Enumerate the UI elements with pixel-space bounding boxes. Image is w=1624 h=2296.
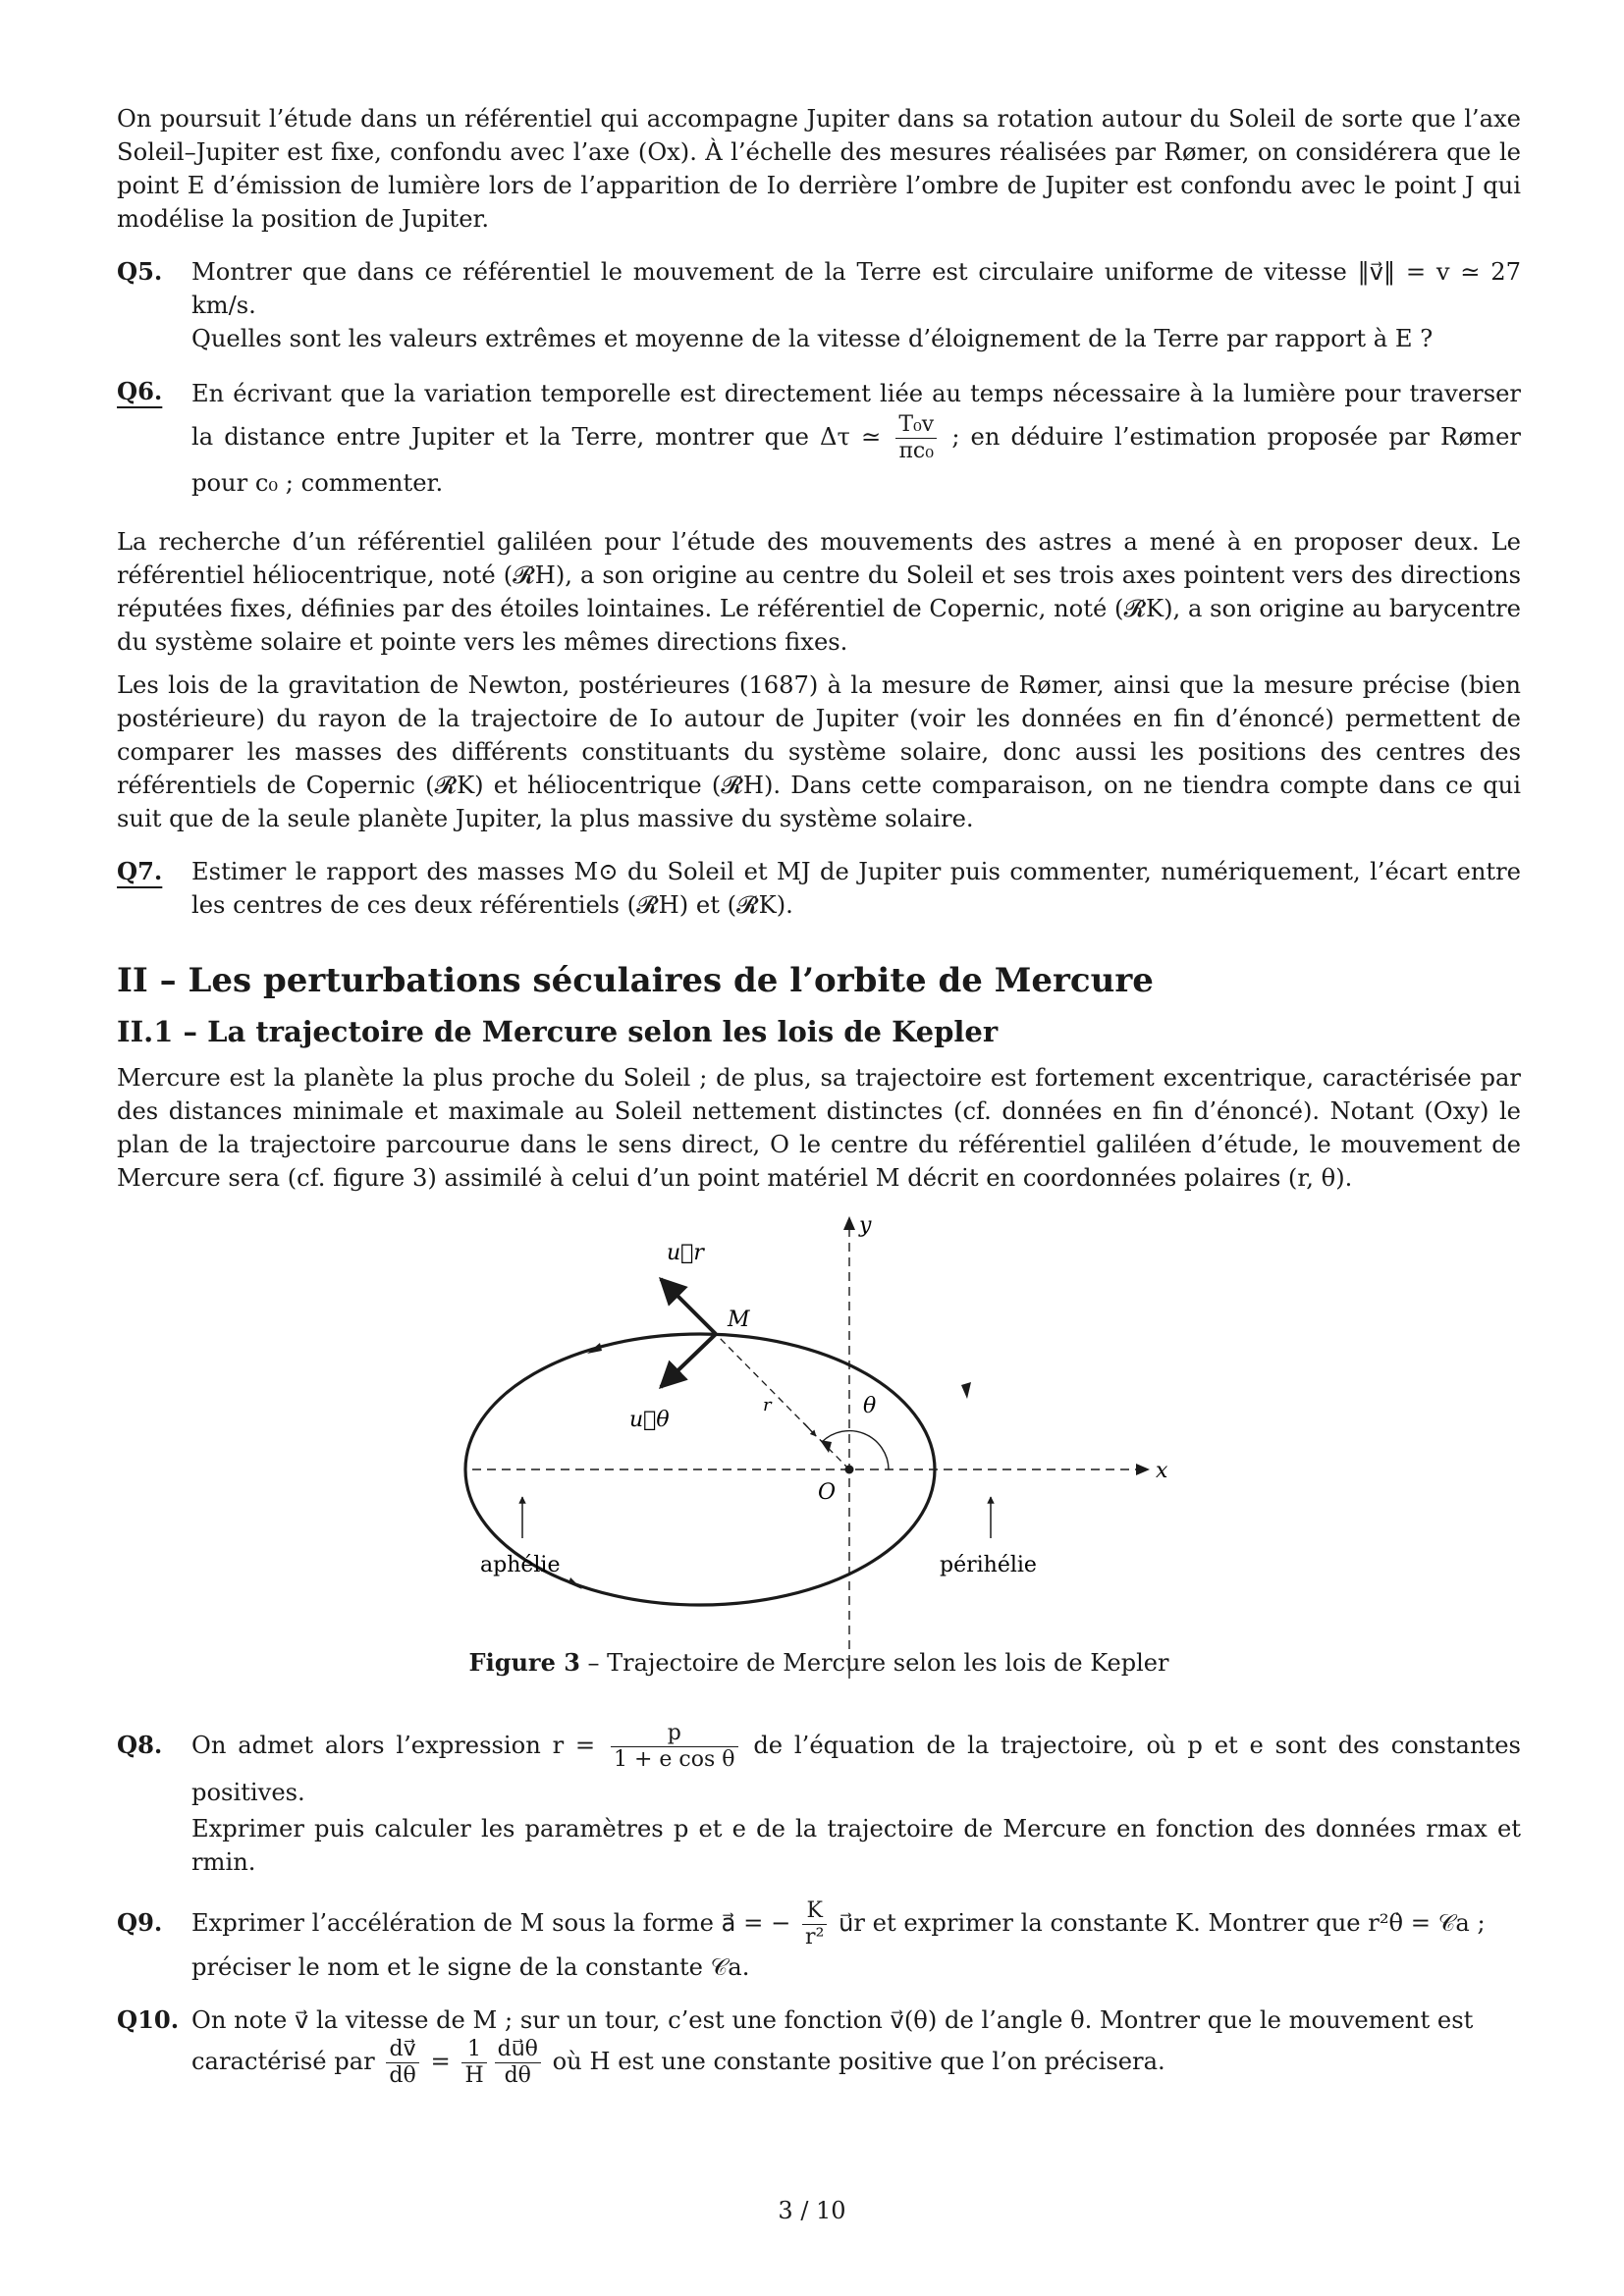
paragraph-newton: Les lois de la gravitation de Newton, postérieures (1687) à la mesure de Rømer, ainsi que la mesure précise (bien postérieure) du rayon de la trajectoire de Io autour de Jupiter (voir les données en fin d’énoncé) permettent de comparer les masses des différents constituants du système solaire, donc aussi les positions des centres des référentiels de Copernic (𝓡K) et héliocentrique (𝓡H). Dans cette comparaison, on ne tiendra compte dans ce qui suit que de la seule planète Jupiter, la plus massive du système solaire. xyxy=(117,671,1521,832)
question-text: En écrivant que la variation temporelle est directement liée au temps nécessaire à la lumière pour traverser la distance entre Jupiter et la Terre, montrer que Δτ ≃ xyxy=(191,380,1521,451)
intro-paragraph: On poursuit l’étude dans un référentiel qui accompagne Jupiter dans sa rotation autour du Soleil de sorte que l’axe Soleil–Jupiter est fixe, confondu avec l’axe (Ox). À l’échelle des mesures réalisées par Rømer, on considérera que le point E d’émission de lumière lors de l’apparition de Io derrière l’ombre de Jupiter est confondu avec le point J qui modélise la position de Jupiter. xyxy=(117,105,1521,233)
figure-caption-text: – Trajectoire de Mercure selon les lois de Kepler xyxy=(587,1649,1169,1677)
question-q6 xyxy=(117,375,1521,502)
theta-label: θ xyxy=(863,1394,877,1418)
question-q5 xyxy=(117,255,1521,355)
question-q7 xyxy=(117,855,1521,922)
question-text: de l’équation de la trajectoire, où p et e sont des constantes positives. xyxy=(191,1732,1521,1806)
fraction-numerator: K xyxy=(802,1898,827,1925)
fraction-numerator: 1 xyxy=(461,2037,486,2063)
question-text: On admet alors l’expression r = xyxy=(191,1732,596,1759)
fraction xyxy=(461,2037,486,2089)
fraction-denominator: πc₀ xyxy=(898,439,935,463)
question-label: Q5. xyxy=(117,257,163,286)
question-label: Q9. xyxy=(117,1908,163,1937)
kepler-orbit-diagram xyxy=(117,1202,1521,1689)
question-q10 xyxy=(117,2003,1521,2089)
subsection-title: II.1 – La trajectoire de Mercure selon les lois de Kepler xyxy=(117,1015,999,1048)
question-label: Q7. xyxy=(117,857,163,885)
fraction-denominator: r² xyxy=(805,1925,825,1949)
fraction-denominator: dθ xyxy=(389,2063,416,2088)
y-axis-arrow xyxy=(843,1216,855,1230)
orbit-direction-arrow xyxy=(961,1382,971,1399)
page-content xyxy=(117,102,1521,2089)
orbit-direction-arrow xyxy=(587,1343,602,1354)
fraction xyxy=(386,2037,418,2089)
fraction-numerator: T₀v xyxy=(895,412,937,439)
fraction-denominator: 1 + e cos θ xyxy=(614,1747,735,1772)
question-text: Quelles sont les valeurs extrêmes et moyenne de la vitesse d’éloignement de la Terre par rapport à E ? xyxy=(191,325,1434,352)
utheta-vector xyxy=(661,1334,716,1387)
aphelie-label: aphélie xyxy=(480,1553,561,1577)
origin-point xyxy=(845,1466,854,1474)
page-number: 3 / 10 xyxy=(778,2197,846,2224)
figure-3 xyxy=(117,1202,1521,1689)
point-m-label: M xyxy=(728,1308,750,1332)
question-text: Exprimer puis calculer les paramètres p et e de la trajectoire de Mercure en fonction des données rmax et rmin. xyxy=(191,1815,1521,1876)
question-text: ; en déduire l’estimation proposée par Rømer pour c₀ ; commenter. xyxy=(191,423,1521,497)
figure-caption xyxy=(117,1646,1521,1680)
ur-label: u⃗r xyxy=(667,1241,704,1265)
paragraph-referentiels: La recherche d’un référentiel galiléen pour l’étude des mouvements des astres a mené à en proposer deux. Le référentiel héliocentrique, noté (𝓡H), a son origine au centre du Soleil et ses trois axes pointent vers des directions réputées fixes, définies par des étoiles lointaines. Le référentiel de Copernic, noté (𝓡K), a son origine au barycentre du système solaire et pointe vers les mêmes directions fixes. xyxy=(117,528,1521,656)
fraction-numerator: dv⃗ xyxy=(386,2037,418,2063)
fraction xyxy=(495,2037,541,2089)
fraction-numerator: p xyxy=(611,1721,738,1747)
fraction xyxy=(611,1721,738,1773)
question-text: Montrer que dans ce référentiel le mouvement de la Terre est circulaire uniforme de vitesse ‖v⃗‖ = v ≃ 27 km/s. xyxy=(191,258,1521,319)
question-text: Exprimer l’accélération de M sous la forme a⃗ = − xyxy=(191,1909,791,1937)
y-axis-label: y xyxy=(859,1213,872,1238)
x-axis-label: x xyxy=(1156,1459,1168,1483)
fraction-numerator: du⃗θ xyxy=(495,2037,541,2063)
radius-label: r xyxy=(763,1395,772,1415)
orbit-direction-arrow xyxy=(568,1577,582,1589)
question-label: Q6. xyxy=(117,377,163,405)
ur-vector xyxy=(661,1279,716,1334)
equals-sign: = xyxy=(430,2048,451,2075)
question-text: u⃗r et exprimer la constante K. Montrer que r²θ̇ = 𝒞a ; xyxy=(839,1909,1486,1937)
fraction xyxy=(802,1898,827,1950)
question-text: On note v⃗ la vitesse de M ; sur un tour, c’est une fonction v⃗(θ) de l’angle θ. Montrer que le mouvement est xyxy=(191,2006,1474,2034)
question-label: Q10. xyxy=(117,2005,180,2034)
figure-caption-label: Figure 3 xyxy=(468,1648,580,1677)
question-text: préciser le nom et le signe de la constante 𝒞a. xyxy=(191,1953,750,1981)
radius-arrow xyxy=(804,1423,816,1436)
question-q9 xyxy=(117,1898,1521,1984)
section-title: II – Les perturbations séculaires de l’orbite de Mercure xyxy=(117,961,1154,1000)
question-text: Estimer le rapport des masses M⊙ du Soleil et MJ de Jupiter puis commenter, numériquement, l’écart entre les centres de ces deux référentiels (𝓡H) et (𝓡K). xyxy=(191,858,1521,919)
theta-arc-arrow xyxy=(820,1440,832,1453)
question-label: Q8. xyxy=(117,1731,163,1759)
fraction-denominator: H xyxy=(464,2063,484,2088)
question-q8 xyxy=(117,1721,1521,1879)
x-axis-arrow xyxy=(1136,1464,1150,1475)
fraction xyxy=(895,412,937,464)
perihelie-label: périhélie xyxy=(940,1553,1037,1577)
utheta-label: u⃗θ xyxy=(629,1408,670,1432)
paragraph-mercure: Mercure est la planète la plus proche du Soleil ; de plus, sa trajectoire est fortement excentrique, caractérisée par des distances minimale et maximale au Soleil nettement distinctes (cf. données en fin d’énoncé). Notant (Oxy) le plan de la trajectoire parcourue dans le sens direct, O le centre du référentiel galiléen d’étude, le mouvement de Mercure sera (cf. figure 3) assimilé à celui d’un point matériel M décrit en coordonnées polaires (r, θ). xyxy=(117,1064,1521,1192)
fraction-denominator: dθ xyxy=(504,2063,531,2088)
question-text: caractérisé par xyxy=(191,2048,375,2075)
theta-arc xyxy=(822,1431,889,1469)
origin-label: O xyxy=(818,1480,837,1505)
question-text: où H est une constante positive que l’on précisera. xyxy=(552,2048,1165,2075)
